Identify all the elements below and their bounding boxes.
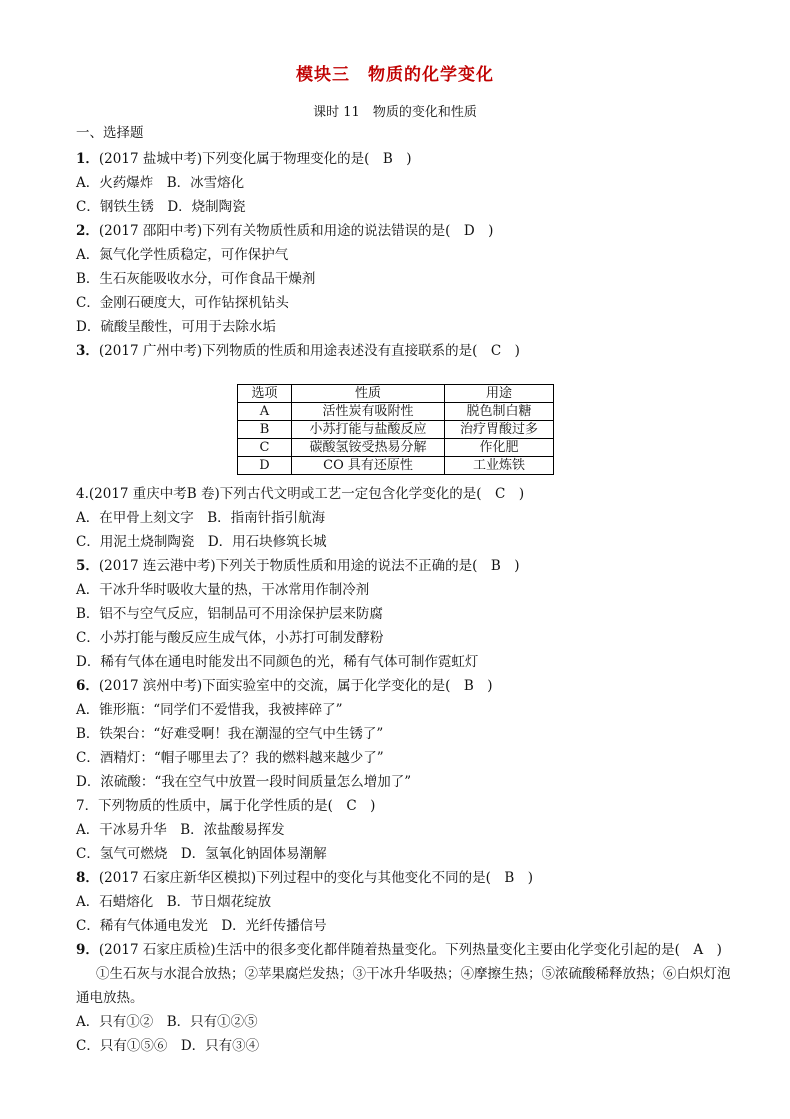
question-line (76, 581, 369, 599)
question-text: D．浓硫酸：“我在空气中放置一段时间质量怎么增加了” (76, 774, 412, 790)
property-table (237, 384, 554, 475)
question-line (76, 653, 478, 671)
question-line (76, 294, 289, 312)
question-text: D．硫酸呈酸性，可用于去除水垢 (76, 319, 276, 335)
question-text: A．干冰升华时吸收大量的热，干冰常用作制冷剂 (76, 582, 370, 598)
question-line (76, 509, 325, 527)
section-heading: 一、选择题 (76, 125, 144, 141)
question-line (76, 150, 412, 168)
question-text: C．用泥土烧制陶瓷 D．用石块修筑长城 (76, 534, 327, 550)
question-line (76, 198, 246, 216)
question-line (76, 845, 327, 863)
table-cell: 工业炼铁 (445, 457, 554, 475)
table-cell: B (238, 421, 292, 439)
question-text: 7．下列物质的性质中，属于化学性质的是( C ) (76, 798, 376, 814)
question-text: B．铝不与空气反应，铝制品可不用涂保护层来防腐 (76, 606, 383, 622)
question-number: 8． (76, 870, 99, 886)
question-line (76, 318, 276, 336)
table-header: 用途 (445, 385, 554, 403)
question-text: D．稀有气体在通电时能发出不同颜色的光，稀有气体可制作霓虹灯 (76, 654, 479, 670)
question-line (76, 557, 520, 575)
question-number: 2． (76, 223, 99, 239)
question-number: 5． (76, 558, 99, 574)
table-cell: A (238, 403, 292, 421)
table-row (238, 403, 554, 421)
table-row (238, 457, 554, 475)
question-line (76, 270, 315, 288)
question-line (76, 174, 244, 192)
question-text: (2017 石家庄质检)生活中的很多变化都伴随着热量变化。下列热量变化主要由化学变化引起的是( A ) (98, 942, 722, 958)
table-cell: CO 具有还原性 (292, 457, 445, 475)
question-text: B．生石灰能吸收水分，可作食品干燥剂 (76, 271, 316, 287)
question-line (76, 485, 524, 503)
question-text: 4.(2017 重庆中考B 卷)下列古代文明或工艺一定包含化学变化的是( C ) (76, 486, 525, 502)
table-cell: 活性炭有吸附性 (292, 403, 445, 421)
table-cell: 治疗胃酸过多 (445, 421, 554, 439)
table-row (238, 421, 554, 439)
table-row (238, 439, 554, 457)
question-line (76, 749, 384, 767)
question-text: C．钢铁生锈 D．烧制陶瓷 (76, 199, 246, 215)
question-number: 3． (76, 343, 99, 359)
question-text: (2017 石家庄新华区模拟)下列过程中的变化与其他变化不同的是( B ) (98, 870, 534, 886)
q9-items: ①生石灰与水混合放热；②苹果腐烂发热；③干冰升华吸热；④摩擦生热；⑤浓硫酸稀释放热；⑥白炽灯泡 (96, 966, 731, 982)
question-text: (2017 盐城中考)下列变化属于物理变化的是( B ) (98, 151, 412, 167)
question-line (76, 246, 288, 264)
question-number: 6． (76, 678, 99, 694)
question-line (76, 629, 383, 647)
question-text: A．火药爆炸 B．冰雪熔化 (76, 175, 245, 191)
question-text: A．石蜡熔化 B．节日烟花绽放 (76, 894, 272, 910)
table-cell: C (238, 439, 292, 457)
question-text: (2017 连云港中考)下列关于物质性质和用途的说法不正确的是( B ) (98, 558, 520, 574)
table-cell: 脱色制白糖 (445, 403, 554, 421)
table-cell: D (238, 457, 292, 475)
question-line (76, 893, 271, 911)
table-header: 选项 (238, 385, 292, 403)
question-text: (2017 滨州中考)下面实验室中的交流，属于化学变化的是( B ) (98, 678, 493, 694)
question-line (76, 869, 533, 887)
question-text: (2017 广州中考)下列物质的性质和用途表述没有直接联系的是( C ) (98, 343, 520, 359)
table-header: 性质 (292, 385, 445, 403)
question-line (76, 677, 493, 695)
question-line (76, 773, 411, 791)
question-line (76, 941, 722, 959)
question-number: 9． (76, 942, 99, 958)
lesson-title: 课时 11 物质的变化和性质 (313, 105, 477, 120)
table-cell: 碳酸氢铵受热易分解 (292, 439, 445, 457)
question-text: C．氢气可燃烧 D．氢氧化钠固体易潮解 (76, 846, 327, 862)
question-line (76, 821, 285, 839)
question-line (76, 342, 520, 360)
question-line (76, 701, 343, 719)
question-text: A．氮气化学性质稳定，可作保护气 (76, 247, 289, 263)
q9-option-cd: C．只有①⑤⑥ D．只有③④ (76, 1038, 260, 1054)
question-line (76, 917, 327, 935)
question-line (76, 222, 493, 240)
question-line (76, 797, 375, 815)
question-text: B．铁架台：“好难受啊！我在潮湿的空气中生锈了” (76, 726, 384, 742)
table-header-row (238, 385, 554, 403)
table-cell: 作化肥 (445, 439, 554, 457)
question-line (76, 605, 383, 623)
question-text: A．锥形瓶：“同学们不爱惜我，我被摔碎了” (76, 702, 343, 718)
question-text: (2017 邵阳中考)下列有关物质性质和用途的说法错误的是( D ) (98, 223, 494, 239)
question-text: A．在甲骨上刻文字 B．指南针指引航海 (76, 510, 326, 526)
q9-option-ab: A．只有①② B．只有①②⑤ (76, 1014, 258, 1030)
q9-items-cont: 通电放热。 (76, 990, 144, 1006)
question-line (76, 533, 327, 551)
question-text: C．金刚石硬度大，可作钻探机钻头 (76, 295, 289, 311)
question-text: C．酒精灯：“帽子哪里去了？我的燃料越来越少了” (76, 750, 384, 766)
question-line (76, 725, 383, 743)
question-text: A．干冰易升华 B．浓盐酸易挥发 (76, 822, 285, 838)
question-text: C．稀有气体通电发光 D．光纤传播信号 (76, 918, 327, 934)
question-text: C．小苏打能与酸反应生成气体，小苏打可制发酵粉 (76, 630, 384, 646)
module-title: 模块三 物质的化学变化 (296, 65, 494, 85)
question-number: 1． (76, 151, 99, 167)
table-cell: 小苏打能与盐酸反应 (292, 421, 445, 439)
